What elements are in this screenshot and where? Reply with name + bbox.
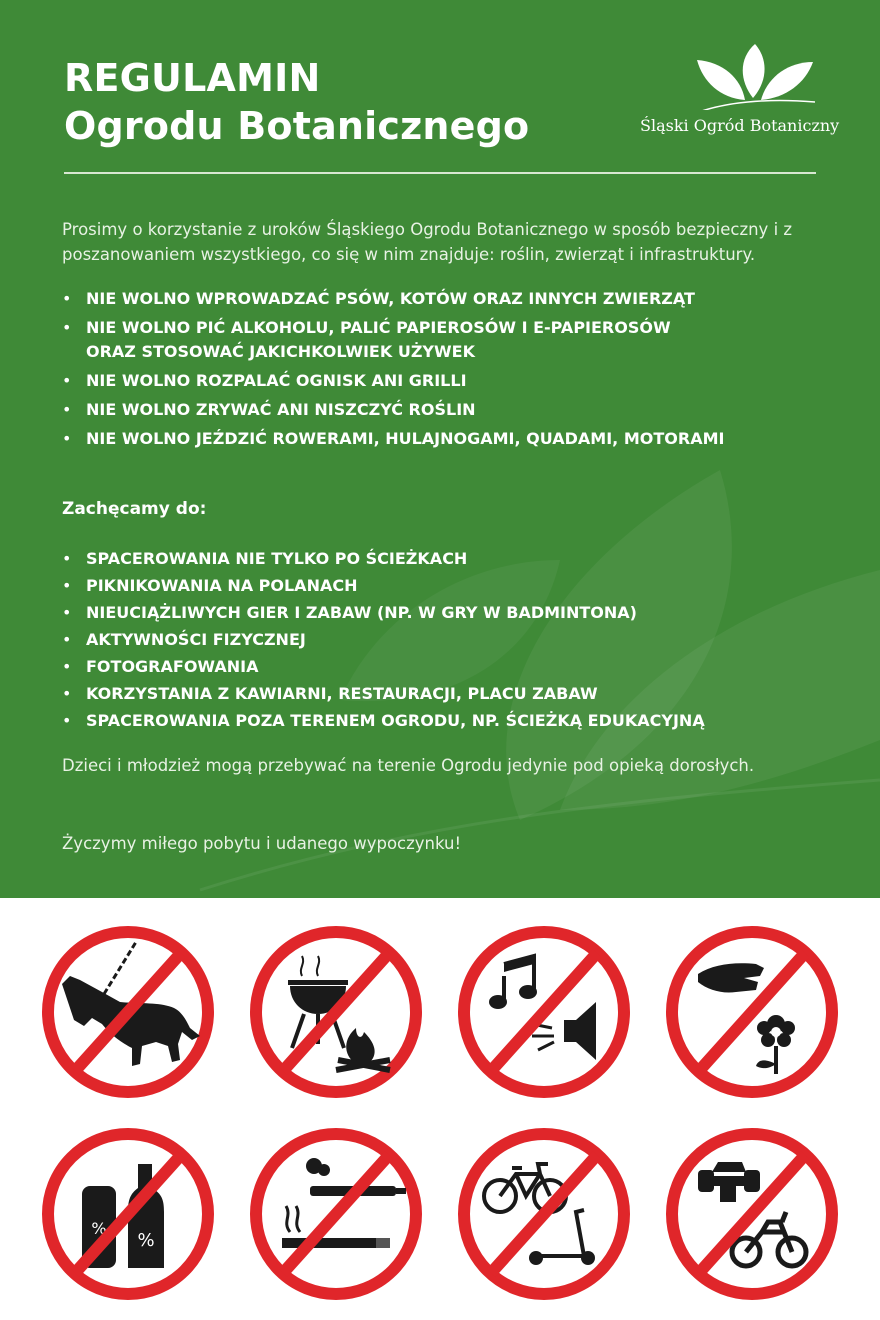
rule-item: • NIE WOLNO ZRYWAĆ ANI NISZCZYĆ ROŚLIN <box>62 398 832 422</box>
no-picking-plants-icon <box>664 924 840 1100</box>
no-smoking-icon <box>248 1126 424 1302</box>
page-title-line-2: Ogrodu Botanicznego <box>64 104 530 148</box>
bottle-mark: % <box>137 1230 155 1251</box>
no-dogs-icon <box>40 924 216 1100</box>
closing-wish: Życzymy miłego pobytu i udanego wypoczynku! <box>62 834 462 853</box>
header-divider <box>64 172 816 174</box>
logo-text: Śląski Ogród Botaniczny <box>640 116 840 135</box>
encourage-item: • SPACEROWANIA POZA TERENEM OGRODU, NP. ŚCIEŻKĄ EDUKACYJNĄ <box>62 707 832 734</box>
rule-item: • NIE WOLNO PIĆ ALKOHOLU, PALIĆ PAPIEROSÓW I E-PAPIEROSÓW ORAZ STOSOWAĆ JAKICHKOLWIEK UŻYWEK <box>62 316 832 364</box>
no-fire-grill-icon <box>248 924 424 1100</box>
intro-text: Prosimy o korzystanie z uroków Śląskiego Ogrodu Botanicznego w sposób bezpieczny i z poszanowaniem wszystkiego, co się w nim znajduje: roślin, zwierząt i infrastruktury. <box>62 220 793 264</box>
encourage-item: • NIEUCIĄŻLIWYCH GIER I ZABAW (NP. W GRY W BADMINTONA) <box>62 599 832 626</box>
leaves-logo-icon <box>695 40 815 110</box>
rule-item: • NIE WOLNO WPROWADZAĆ PSÓW, KOTÓW ORAZ INNYCH ZWIERZĄT <box>62 287 832 311</box>
encourage-heading: Zachęcamy do: <box>62 499 207 519</box>
garden-logo <box>640 40 840 150</box>
bottle-mark: % <box>91 1219 107 1238</box>
encourage-item: • SPACEROWANIA NIE TYLKO PO ŚCIEŻKACH <box>62 545 832 572</box>
no-bikes-scooters-icon <box>456 1126 632 1302</box>
children-note: Dzieci i młodzież mogą przebywać na terenie Ogrodu jedynie pod opieką dorosłych. <box>62 756 755 775</box>
rules-list <box>62 287 832 456</box>
page-title-line-1: REGULAMIN <box>64 56 321 100</box>
encourage-list <box>62 545 832 734</box>
no-alcohol-icon <box>40 1126 216 1302</box>
encourage-item: • PIKNIKOWANIA NA POLANACH <box>62 572 832 599</box>
rule-item: • NIE WOLNO ROZPALAĆ OGNISK ANI GRILLI <box>62 369 832 393</box>
encourage-item: • KORZYSTANIA Z KAWIARNI, RESTAURACJI, PLACU ZABAW <box>62 680 832 707</box>
encourage-item: • FOTOGRAFOWANIA <box>62 653 832 680</box>
no-quads-motorbikes-icon <box>664 1126 840 1302</box>
rule-item: • NIE WOLNO JEŹDZIĆ ROWERAMI, HULAJNOGAMI, QUADAMI, MOTORAMI <box>62 427 832 451</box>
no-loud-music-icon <box>456 924 632 1100</box>
encourage-item: • AKTYWNOŚCI FIZYCZNEJ <box>62 626 832 653</box>
